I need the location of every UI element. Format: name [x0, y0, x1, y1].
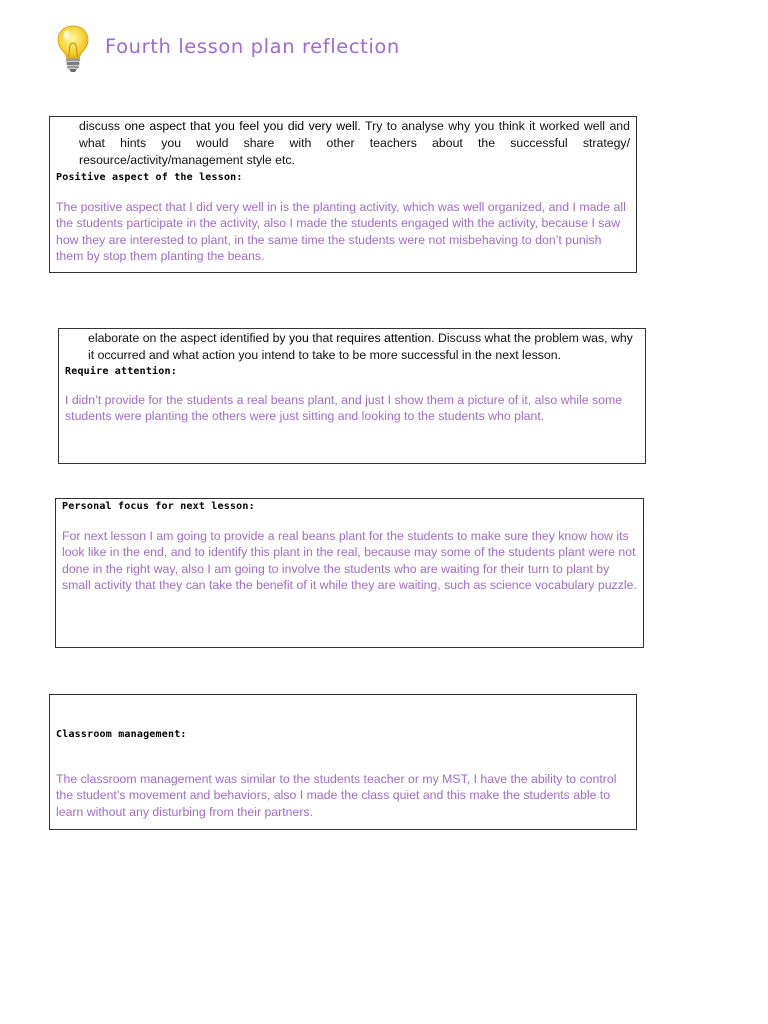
instruction-text: . Try to analyse why you think it worked well and what hints you would share with other teachers about the successful strategy/ resource/activity/management style etc. [79, 119, 630, 167]
classroom-management-answer: The classroom management was similar to the students teacher or my MST, I have the ability to control the student’s movement and behaviors, also I made the class quiet and this make the students able to learn without any disturbing from their partners. [56, 772, 617, 819]
positive-aspect-label: Positive aspect of the lesson: [56, 172, 243, 183]
require-attention-box [58, 328, 646, 464]
classroom-management-label: Classroom management: [56, 729, 187, 740]
lightbulb-icon [56, 23, 90, 73]
instruction-text: elaborate on the aspect identified by [88, 331, 289, 345]
positive-aspect-instruction [79, 118, 630, 169]
positive-aspect-answer: The positive aspect that I did very well in is the planting activity, which was well organized, and I made all the students participate in the activity, also I made the students engaged with the activity, because I saw how they are interested to plant, in the same time the students were not misbehaving to don’t punish them by stop them planting the beans. [56, 200, 626, 263]
instruction-text: discuss [79, 119, 125, 133]
require-attention-label: Require attention: [65, 366, 177, 377]
personal-focus-answer: For next lesson I am going to provide a real beans plant for the students to make sure they know how its look like in the end, and to identify this plant in the real, because may some of the students plant were not done in the right way, also I am going to involve the students who are waiting for their turn to plant by small activity that they can take the benefit of it while they are waiting, such as science vocabulary puzzle. [62, 529, 637, 592]
page-title: Fourth lesson plan reflection [105, 35, 400, 58]
require-attention-instruction [88, 330, 639, 364]
personal-focus-box [55, 498, 644, 648]
instruction-text: . Discuss what the problem was, why it occurred and what action you intend to take to be more successful in the next lesson. [88, 331, 633, 362]
instruction-emphasis: you [289, 331, 309, 345]
page-header [56, 22, 400, 74]
personal-focus-label: Personal focus for next lesson: [62, 501, 255, 512]
instruction-emphasis: one aspect that you feel you did very well [124, 119, 358, 133]
instruction-emphasis: requires attention [336, 331, 432, 345]
instruction-text: that [308, 331, 337, 345]
require-attention-answer: I didn’t provide for the students a real beans plant, and just I show them a picture of it, also while some students were planting the others were just sitting and looking to the students who plant. [65, 393, 623, 424]
positive-aspect-box [49, 116, 637, 273]
classroom-management-box [49, 694, 637, 830]
